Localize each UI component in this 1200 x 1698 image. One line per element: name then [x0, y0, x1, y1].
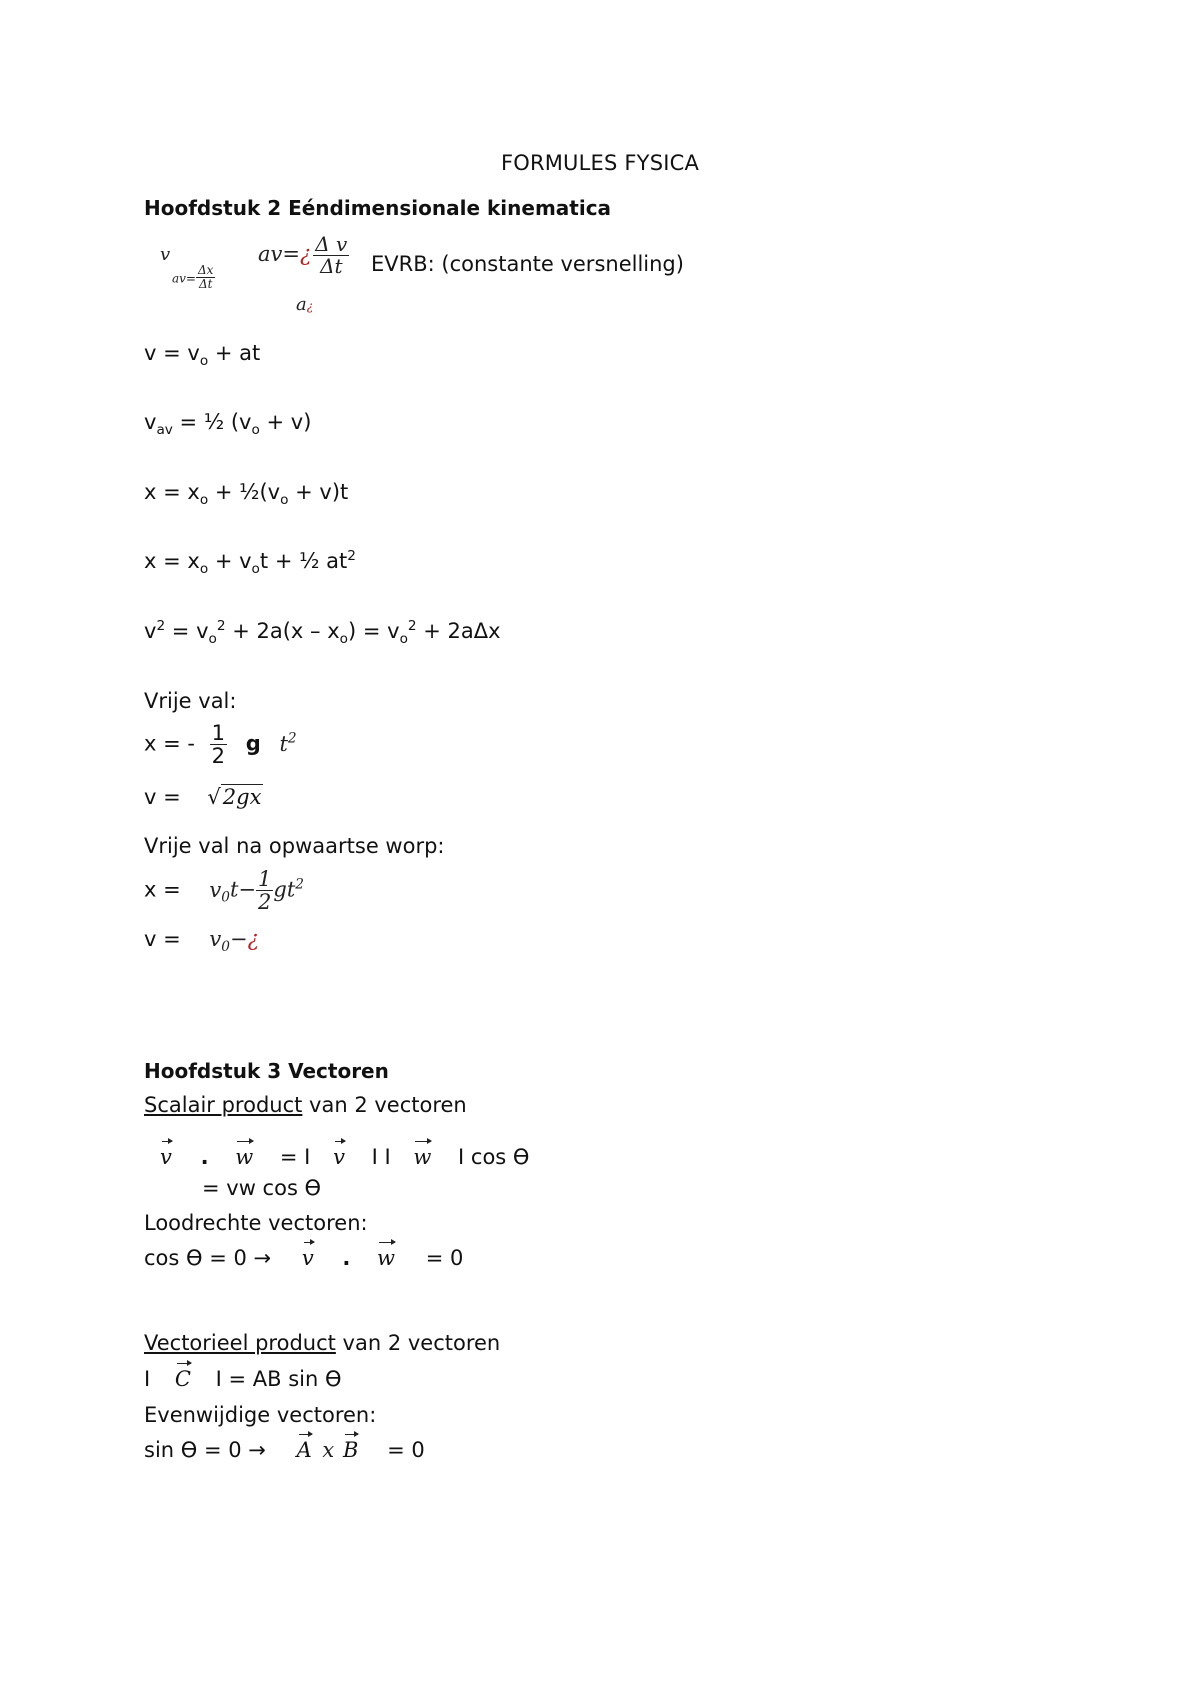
sqrt-icon: √	[207, 785, 221, 809]
ff-x-num: 1	[211, 721, 226, 745]
aav-num: Δ v	[315, 232, 348, 256]
eq4-c: t + ½ at	[259, 549, 348, 573]
eq5-sub: o	[208, 631, 217, 648]
vav-definition	[160, 246, 170, 264]
eq5-sub3: o	[399, 631, 408, 648]
vp-I1: I	[144, 1367, 151, 1391]
eq5-sup3: 2	[407, 618, 417, 634]
upward-v	[144, 927, 259, 956]
aav-den: Δt	[320, 254, 343, 278]
eq4-b: + v	[208, 549, 252, 573]
vector-w-icon: w	[377, 1240, 395, 1269]
a-below	[296, 296, 313, 314]
vector-w-icon: w	[235, 1139, 253, 1168]
up-x-v: v	[209, 877, 222, 902]
eq5-sup2: 2	[216, 618, 226, 634]
sp-dot: .	[200, 1145, 209, 1169]
freefall-v	[144, 787, 263, 808]
vav-num: Δx	[198, 263, 214, 277]
up-x-t: t−	[229, 877, 256, 902]
eq5-sub2: o	[339, 631, 348, 648]
vector-product-rest: van 2 vectoren	[335, 1331, 501, 1355]
vav-den: Δt	[198, 276, 213, 291]
perp-eq: = 0	[425, 1246, 464, 1270]
freefall-x	[144, 722, 297, 767]
eq1-sub: o	[199, 353, 209, 370]
eq4-sup: 2	[347, 548, 356, 564]
par-sin: sin ϴ = 0 →	[144, 1438, 266, 1462]
eq2-c: + v)	[259, 410, 312, 434]
vector-v-icon: v	[302, 1240, 314, 1269]
a-below-letter: a	[296, 294, 307, 315]
upward-x	[144, 868, 304, 913]
up-v-v: v	[209, 927, 222, 951]
freefall-label: Vrije val:	[144, 689, 237, 713]
ff-x-frac	[210, 722, 227, 767]
eq4-sub: o	[199, 561, 209, 578]
up-x-frac	[256, 868, 273, 913]
equation-vav	[144, 410, 312, 439]
up-x-sup: 2	[295, 876, 304, 893]
eq3-sub2: o	[280, 492, 289, 509]
scalar-product-underlined: Scalair product	[144, 1093, 303, 1117]
scalar-product-formula	[144, 1139, 529, 1168]
vav-v: v	[160, 244, 171, 265]
vector-w-icon: w	[413, 1139, 431, 1168]
aav-lhs: av=	[258, 242, 300, 266]
aav-frac	[313, 234, 349, 277]
vav-sub: av=	[172, 271, 196, 286]
perp-cos: cos ϴ = 0 →	[144, 1246, 272, 1270]
eq1-rest: + at	[208, 341, 261, 365]
vav-frac	[196, 264, 215, 290]
ff-v-lhs: v =	[144, 785, 181, 809]
aav-glyph: ¿	[299, 242, 312, 266]
eq2-b: = ½ (v	[172, 410, 252, 434]
perpendicular-formula	[144, 1240, 463, 1269]
sp-eq: = I	[279, 1145, 311, 1169]
ff-x-sup: 2	[287, 730, 297, 747]
equation-x2	[144, 548, 356, 578]
eq3-c: + v)t	[288, 480, 349, 504]
ff-x-den: 2	[211, 744, 226, 769]
eq4-a: x = x	[144, 549, 200, 573]
chapter2-heading: Hoofdstuk 2 Eéndimensionale kinematica	[144, 196, 612, 220]
up-x-num: 1	[258, 867, 272, 891]
vector-product-title	[144, 1333, 500, 1354]
equation-v	[144, 341, 261, 370]
eq2-sub2: o	[251, 422, 260, 439]
eq2-sub: av	[156, 422, 173, 439]
eq3-sub: o	[199, 492, 209, 509]
vav-fraction	[172, 264, 215, 290]
parallel-label: Evenwijdige vectoren:	[144, 1403, 377, 1427]
vector-v-icon: v	[160, 1139, 172, 1168]
vector-b-icon: B	[343, 1432, 358, 1461]
eq5-a: v	[144, 619, 157, 643]
eq2-a: v	[144, 410, 157, 434]
chapter3-heading: Hoofdstuk 3 Vectoren	[144, 1059, 389, 1083]
evrb-label: EVRB: (constante versnelling)	[371, 252, 684, 276]
perp-dot: .	[342, 1246, 351, 1270]
up-v-sub: 0	[221, 939, 230, 956]
par-eq: = 0	[387, 1438, 425, 1462]
page-title: FORMULES FYSICA	[500, 151, 700, 175]
vector-a-icon: A	[297, 1432, 312, 1461]
ff-v-under: 2gx	[222, 785, 262, 809]
scalar-product-line2: = vw cos ϴ	[202, 1176, 322, 1200]
equation-v2	[144, 618, 501, 648]
a-below-glyph: ¿	[306, 299, 314, 313]
eq5-sup: 2	[156, 618, 166, 634]
scalar-product-rest: van 2 vectoren	[302, 1093, 467, 1117]
eq3-a: x = x	[144, 480, 200, 504]
vector-v-icon: v	[333, 1139, 345, 1168]
par-x: x	[322, 1438, 335, 1462]
aav-definition	[258, 234, 349, 277]
scalar-product-title	[144, 1095, 467, 1116]
up-v-minus: −	[229, 927, 248, 951]
sp-bars: I I	[371, 1145, 391, 1169]
parallel-formula	[144, 1432, 425, 1461]
upward-label: Vrije val na opwaartse worp:	[144, 834, 445, 858]
ff-v-sqrt	[207, 787, 263, 808]
ff-x-g: g	[245, 731, 261, 756]
vector-c-icon: C	[175, 1361, 191, 1390]
up-x-sub: 0	[221, 889, 230, 906]
vector-product-underlined: Vectorieel product	[144, 1331, 336, 1355]
ff-x-lhs: x = -	[144, 731, 195, 756]
perpendicular-label: Loodrechte vectoren:	[144, 1211, 368, 1235]
up-v-lhs: v =	[144, 927, 181, 951]
sp-cos: I cos ϴ	[458, 1145, 530, 1169]
up-x-lhs: x =	[144, 877, 181, 902]
eq3-b: + ½(v	[208, 480, 281, 504]
eq5-b: = v	[165, 619, 209, 643]
up-v-glyph: ¿	[247, 927, 259, 951]
eq1-text: v = v	[144, 341, 200, 365]
eq5-c: + 2a(x – x	[225, 619, 340, 643]
eq4-sub2: o	[251, 561, 260, 578]
eq5-e: + 2aΔx	[416, 619, 501, 643]
vp-rest: I = AB sin ϴ	[215, 1367, 342, 1391]
up-x-g: gt	[273, 877, 296, 902]
vector-product-formula	[144, 1361, 342, 1390]
up-x-den: 2	[258, 890, 272, 915]
equation-x1	[144, 480, 349, 509]
ff-x-t: t	[279, 731, 288, 756]
eq5-d: ) = v	[347, 619, 400, 643]
